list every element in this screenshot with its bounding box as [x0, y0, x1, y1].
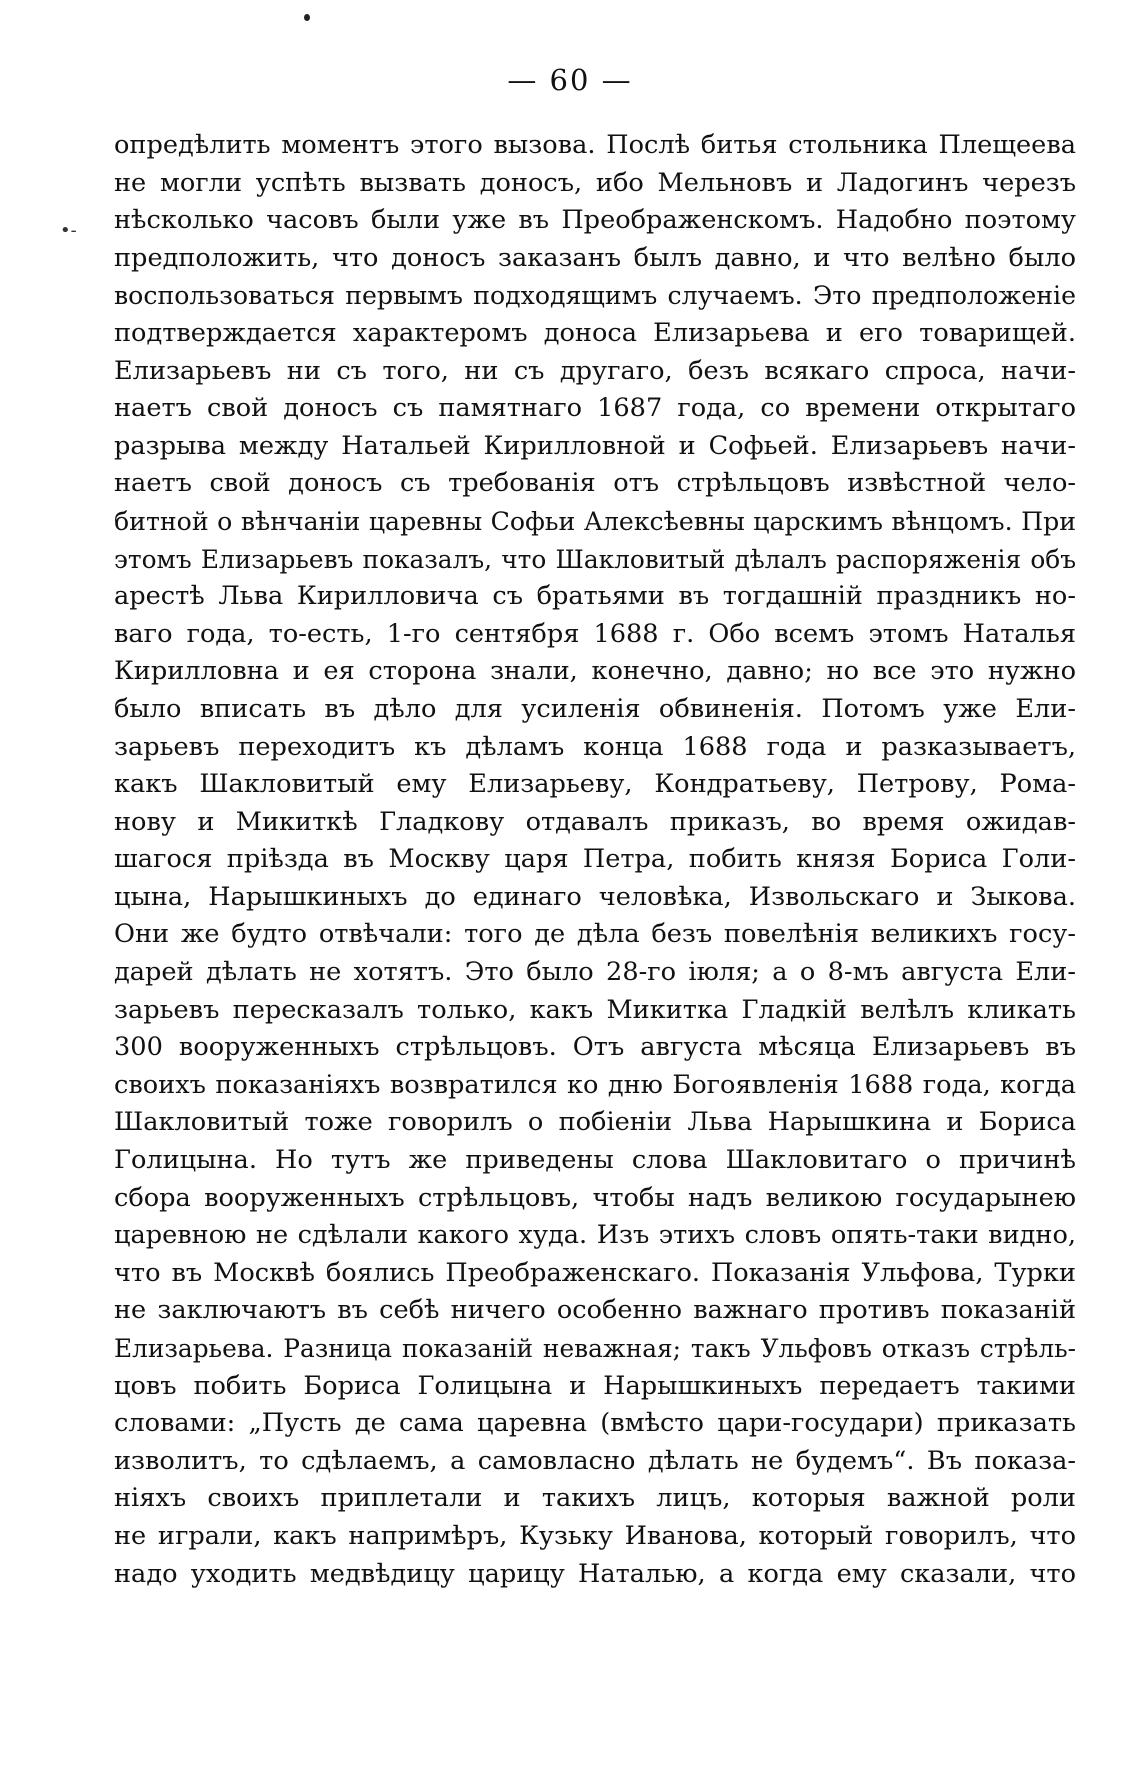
text-line: не могли успѣть вызвать доносъ, ибо Мельновъ и Ладогинъ черезъ [114, 167, 1076, 198]
text-line: ніяхъ своихъ приплетали и такихъ лицъ, которыя важной роли [114, 1483, 1076, 1514]
text-line: наетъ свой доносъ съ требованія отъ стрѣльцовъ извѣстной чело- [114, 468, 1076, 499]
text-line: Шакловитый тоже говорилъ о побіеніи Льва Нарышкина и Бориса [114, 1107, 1076, 1138]
text-line: зарьевъ пересказалъ только, какъ Микитка Гладкій велѣлъ кликать [114, 994, 1076, 1025]
text-line: воспользоваться первымъ подходящимъ случаемъ. Это предположеніе [114, 281, 1076, 311]
text-line: ваго года, то-есть, 1-го сентября 1688 г. Обо всемъ этомъ Наталья [114, 618, 1076, 649]
text-line: нову и Микиткѣ Гладкову отдавалъ приказъ, во время ожидав- [114, 806, 1076, 837]
text-line: 300 вооруженныхъ стрѣльцовъ. Отъ августа мѣсяца Елизарьевъ въ [114, 1032, 1076, 1063]
text-line: шагося пріѣзда въ Москву царя Петра, побить князя Бориса Голи- [114, 844, 1076, 875]
text-line: предположить, что доносъ заказанъ былъ давно, и что велѣно было [114, 242, 1076, 273]
text-line: не заключаютъ въ себѣ ничего особенно важнаго противъ показаній [114, 1295, 1076, 1326]
text-line: Кирилловна и ея сторона знали, конечно, давно; но все это нужно [114, 656, 1076, 687]
text-line: своихъ показаніяхъ возвратился ко дню Богоявленія 1688 года, когда [114, 1069, 1076, 1100]
text-line: словами: „Пусть де сама царевна (вмѣсто цари-государи) приказать [114, 1408, 1076, 1439]
text-line: цына, Нарышкиныхъ до единаго человѣка, Извольскаго и Зыкова. [114, 881, 1076, 912]
page-number: — 60 — [507, 63, 633, 97]
ink-speck [304, 14, 310, 21]
text-line: наетъ свой доносъ съ памятнаго 1687 года, со времени открытаго [114, 393, 1076, 424]
text-line: дарей дѣлать не хотятъ. Это было 28-го іюля; а о 8-мъ августа Ели- [114, 957, 1076, 988]
text-line: Елизарьевъ ни съ того, ни съ другаго, безъ всякаго спроса, начи- [114, 355, 1076, 386]
text-line: не играли, какъ напримѣръ, Кузьку Иванова, который говорилъ, что [114, 1520, 1076, 1551]
text-line: Голицына. Но тутъ же приведены слова Шакловитаго о причинѣ [114, 1145, 1076, 1176]
text-line: изволитъ, то сдѣлаемъ, а самовласно дѣлать не будемъ“. Въ показа- [114, 1445, 1076, 1476]
text-line: что въ Москвѣ боялись Преображенскаго. Показанія Ульфова, Турки [114, 1257, 1076, 1288]
text-line: сбора вооруженныхъ стрѣльцовъ, чтобы надъ великою государынею [114, 1182, 1076, 1213]
text-line: разрыва между Натальей Кирилловной и Софьей. Елизарьевъ начи- [114, 430, 1076, 461]
text-line: опредѣлить моментъ этого вызова. Послѣ битья стольника Плещеева [114, 130, 1076, 160]
text-line: Они же будто отвѣчали: того де дѣла безъ повелѣнія великихъ госу- [114, 919, 1076, 950]
body-text [114, 127, 1076, 1593]
text-line: зарьевъ переходитъ къ дѣламъ конца 1688 года и разказываетъ, [114, 731, 1076, 762]
text-line: нѣсколько часовъ были уже въ Преображенскомъ. Надобно поэтому [114, 205, 1076, 236]
text-line: арестѣ Льва Кирилловича съ братьями въ тогдашній праздникъ но- [114, 581, 1076, 612]
text-line: битной о вѣнчаніи царевны Софьи Алексѣевны царскимъ вѣнцомъ. При [114, 506, 1076, 536]
text-line: было вписать въ дѣло для усиленія обвиненія. Потомъ уже Ели- [114, 693, 1076, 724]
text-line: Елизарьева. Разница показаній неважная; такъ Ульфовъ отказъ стрѣль- [114, 1334, 1076, 1363]
text-line: надо уходить медвѣдицу царицу Наталью, а когда ему сказали, что [114, 1558, 1076, 1589]
text-line: царевною не сдѣлали какого худа. Изъ этихъ словъ опять-таки видно, [114, 1220, 1076, 1251]
text-line: подтверждается характеромъ доноса Елизарьева и его товарищей. [114, 317, 1076, 348]
text-line: какъ Шакловитый ему Елизарьеву, Кондратьеву, Петрову, Рома- [114, 769, 1076, 800]
margin-mark: •- [60, 220, 77, 241]
text-line: этомъ Елизарьевъ показалъ, что Шакловитый дѣлалъ распоряженія объ [114, 544, 1076, 574]
text-line: цовъ побить Бориса Голицына и Нарышкиныхъ передаетъ такими [114, 1370, 1076, 1401]
